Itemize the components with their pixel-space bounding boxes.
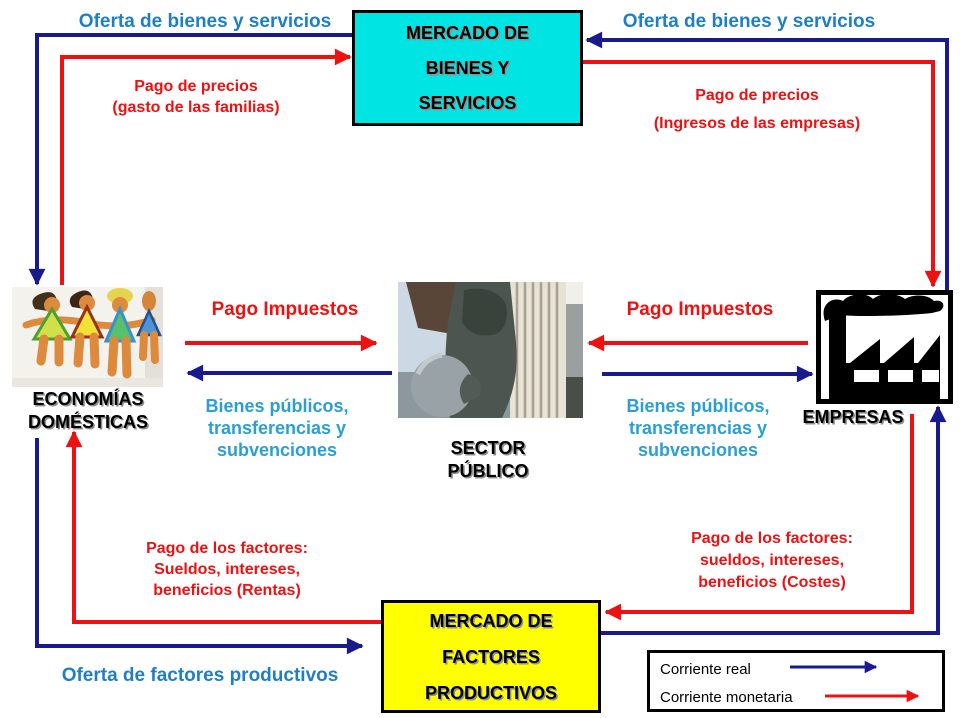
label-line: beneficios (Rentas): [153, 582, 301, 599]
public-sector-label: [448, 437, 529, 483]
legend-box: [647, 650, 945, 712]
taxes-left-label: Pago Impuestos: [211, 299, 359, 320]
label-line: Pago de precios: [695, 87, 819, 104]
label-line: (Ingresos de las empresas): [653, 115, 861, 132]
label-line: transferencias y: [628, 418, 768, 438]
offer-goods-right-label: Oferta de bienes y servicios: [622, 11, 876, 32]
arrow-goods-supply-from-firms: [587, 40, 947, 290]
public-goods-right-label: [626, 395, 769, 461]
households-label-line: DOMÉSTICAS: [27, 412, 149, 432]
goods-market-title-line: BIENES Y: [425, 57, 510, 78]
label-line: subvenciones: [216, 440, 338, 460]
factor-pay-right-label: [691, 528, 853, 594]
pay-prices-right-label: [654, 82, 860, 138]
goods-market-title-line: MERCADO DE: [405, 22, 529, 43]
households-label-line: ECONOMÍAS: [32, 389, 144, 409]
goods-market-title-line: SERVICIOS: [418, 92, 517, 113]
label-line: sueldos, intereses,: [699, 552, 845, 569]
factory-icon: [816, 290, 953, 404]
label-line: Pago de precios: [134, 78, 258, 95]
firms-label: EMPRESAS: [802, 407, 904, 427]
pay-prices-left-label: [112, 76, 279, 118]
taxes-right-label: Pago Impuestos: [626, 299, 774, 320]
public-goods-left-label: [205, 395, 348, 461]
public-sector-label-line: SECTOR: [450, 438, 526, 458]
factors-market-box: [381, 600, 601, 713]
label-line: Bienes públicos,: [205, 396, 349, 416]
factors-market-title-line: MERCADO DE: [429, 610, 553, 631]
arrow-goods-to-households: [37, 35, 352, 284]
offer-factors-label: Oferta de factores productivos: [61, 665, 339, 686]
lion-statue-photo: [398, 282, 583, 418]
public-sector-label-line: PÚBLICO: [447, 461, 529, 481]
label-line: subvenciones: [637, 440, 759, 460]
factors-market-title-line: PRODUCTIVOS: [424, 682, 557, 703]
label-line: Pago de los factores:: [691, 530, 853, 547]
factors-market-title-line: FACTORES: [442, 646, 540, 667]
legend-monetary-label: Corriente monetaria: [660, 689, 793, 706]
households-painting: [12, 287, 163, 387]
offer-goods-left-label: Oferta de bienes y servicios: [78, 11, 332, 32]
households-label: [28, 388, 148, 434]
label-line: Bienes públicos,: [626, 396, 770, 416]
legend-real-label: Corriente real: [660, 661, 751, 678]
goods-market-box: [352, 10, 583, 126]
label-line: beneficios (Costes): [698, 574, 846, 591]
label-line: transferencias y: [207, 418, 347, 438]
label-line: Sueldos, intereses,: [154, 561, 300, 578]
label-line: Pago de los factores:: [146, 540, 308, 557]
label-line: (gasto de las familias): [112, 99, 280, 116]
factor-pay-left-label: [146, 538, 308, 601]
